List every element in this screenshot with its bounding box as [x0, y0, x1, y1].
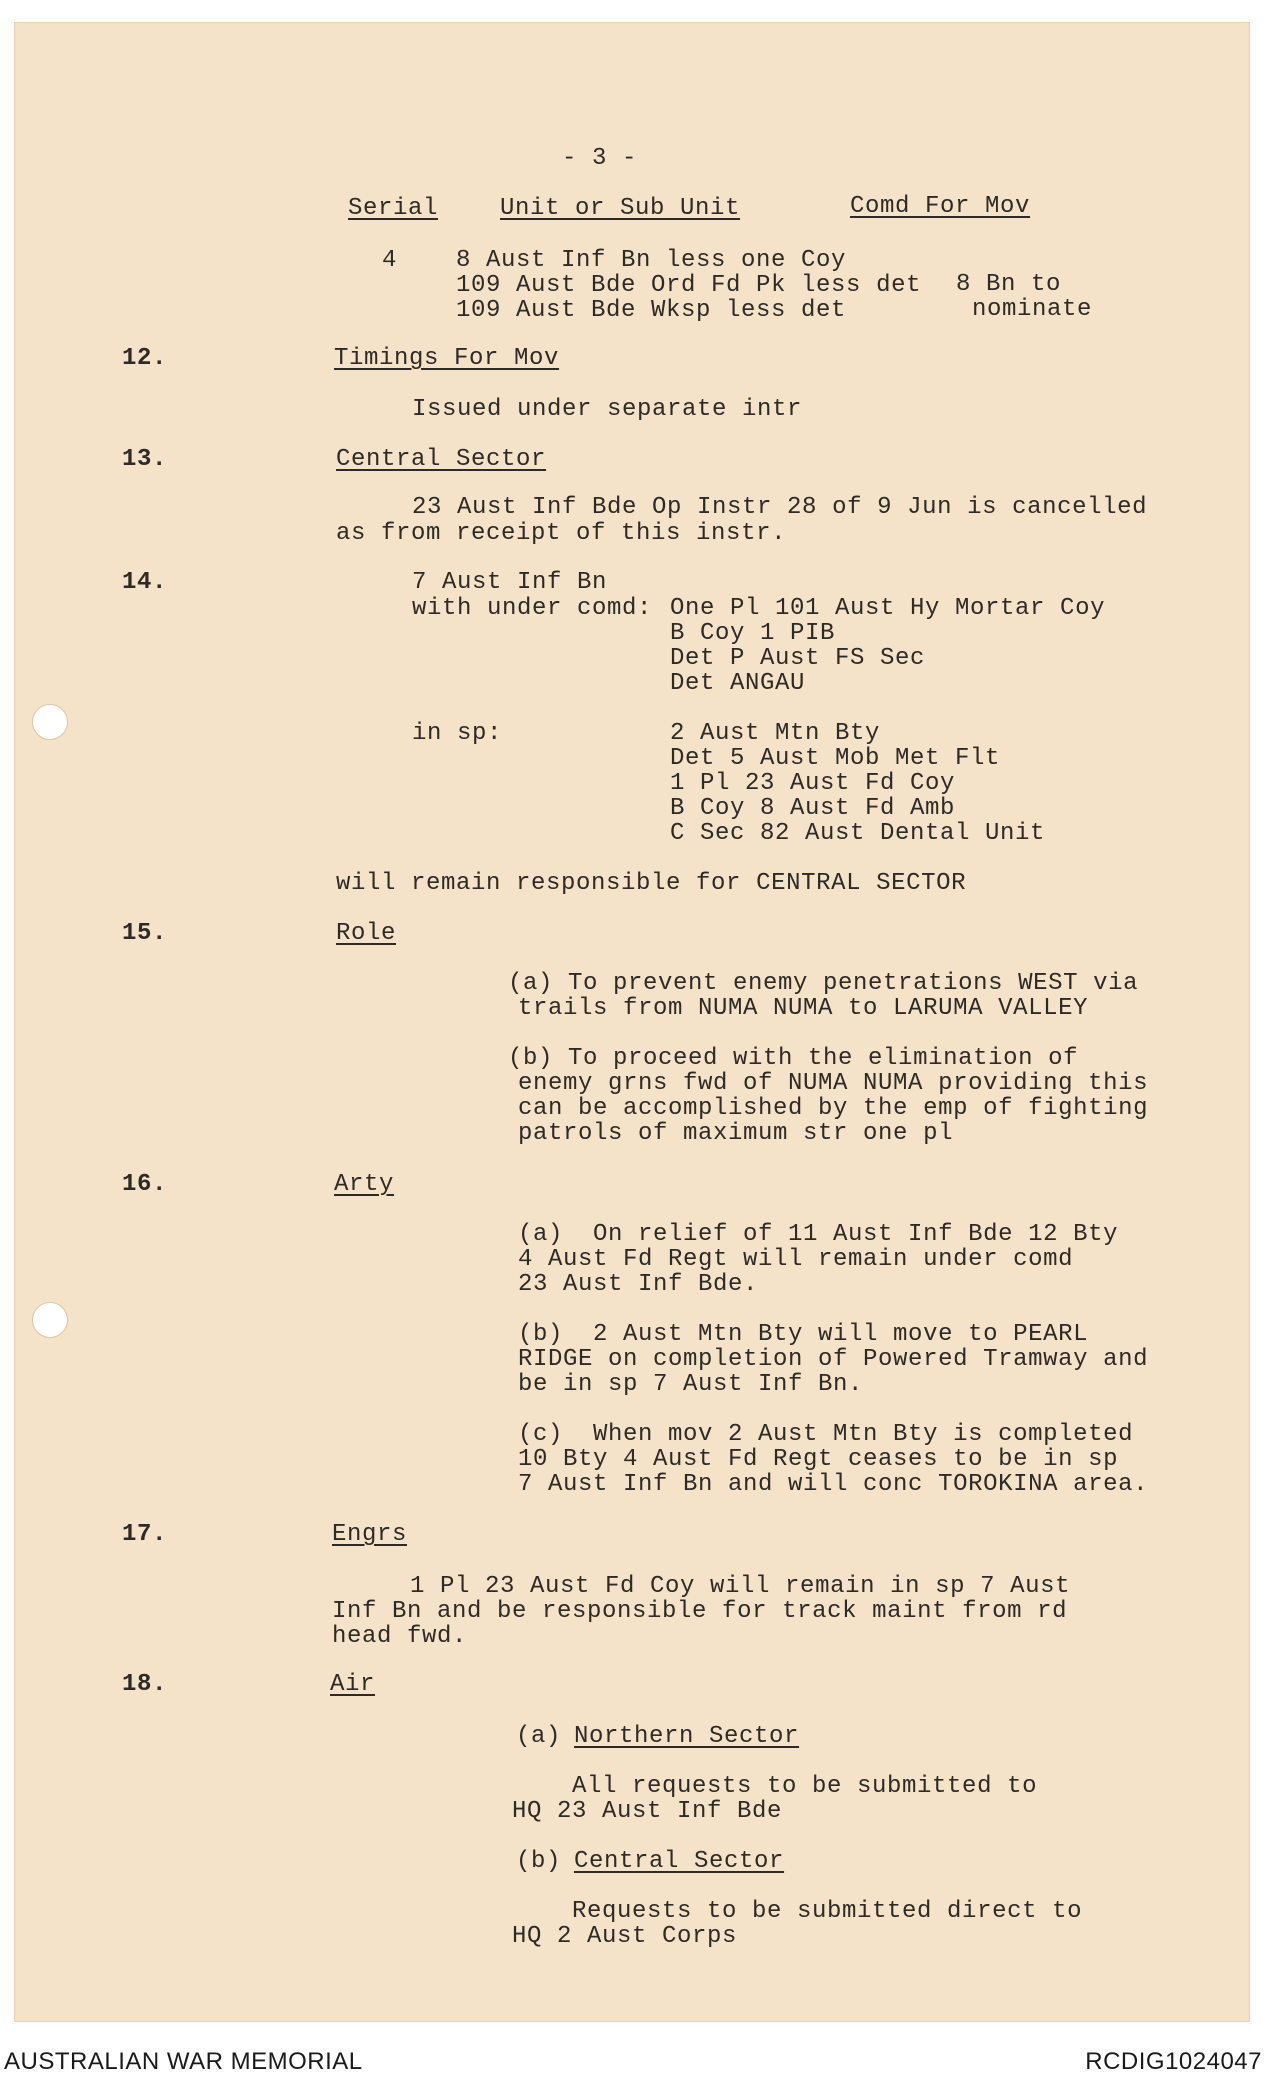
para-body: will remain responsible for CENTRAL SECTOR — [336, 870, 967, 897]
comd-column-header: Comd For Mov — [850, 193, 1031, 220]
para-number-16: 16. — [122, 1171, 168, 1198]
serial-unit-line: 109 Aust Bde Ord Fd Pk less det — [456, 272, 922, 299]
role-b: patrols of maximum str one pl — [518, 1120, 954, 1147]
serial-column-header: Serial — [348, 195, 439, 222]
para-number-18: 18. — [122, 1671, 168, 1698]
under-comd-item: B Coy 1 PIB — [670, 620, 836, 647]
in-sp-item: C Sec 82 Aust Dental Unit — [670, 820, 1046, 847]
punch-hole — [32, 1302, 68, 1338]
footer-source: AUSTRALIAN WAR MEMORIAL — [4, 2048, 363, 2075]
in-sp-item: 1 Pl 23 Aust Fd Coy — [670, 770, 956, 797]
role-b: enemy grns fwd of NUMA NUMA providing this — [518, 1070, 1149, 1097]
serial-unit-line: 109 Aust Bde Wksp less det — [456, 297, 847, 324]
in-sp-item: B Coy 8 Aust Fd Amb — [670, 795, 956, 822]
para-body: as from receipt of this instr. — [336, 520, 787, 547]
air-a-label: (a) — [516, 1723, 562, 1750]
heading-engrs: Engrs — [332, 1521, 408, 1548]
heading-arty: Arty — [334, 1171, 395, 1198]
para-number-15: 15. — [122, 920, 168, 947]
under-comd-item: One Pl 101 Aust Hy Mortar Coy — [670, 595, 1106, 622]
arty-a: 4 Aust Fd Regt will remain under comd — [518, 1246, 1074, 1273]
heading-air: Air — [330, 1671, 376, 1698]
air-b-body: HQ 2 Aust Corps — [512, 1923, 738, 1950]
arty-c: 7 Aust Inf Bn and will conc TOROKINA area. — [518, 1471, 1149, 1498]
arty-c: (c) When mov 2 Aust Mtn Bty is completed — [518, 1421, 1134, 1448]
air-b-body: Requests to be submitted direct to — [572, 1898, 1083, 1925]
heading-timings: Timings For Mov — [334, 345, 560, 372]
para-body: Issued under separate intr — [412, 396, 803, 423]
serial-comd-line: 8 Bn to — [956, 271, 1062, 298]
air-a-body: All requests to be submitted to — [572, 1773, 1038, 1800]
engrs-body: Inf Bn and be responsible for track maint from rd — [332, 1598, 1068, 1625]
serial-unit-line: 8 Aust Inf Bn less one Coy — [456, 247, 847, 274]
in-sp-label: in sp: — [412, 720, 503, 747]
role-b: can be accomplished by the emp of fighting — [518, 1095, 1149, 1122]
serial-number: 4 — [382, 247, 398, 274]
air-b-label: (b) — [516, 1848, 562, 1875]
heading-central-sector-air: Central Sector — [574, 1848, 785, 1875]
heading-central-sector: Central Sector — [336, 446, 547, 473]
para-number-17: 17. — [122, 1521, 168, 1548]
arty-b: (b) 2 Aust Mtn Bty will move to PEARL — [518, 1321, 1089, 1348]
under-comd-item: Det ANGAU — [670, 670, 806, 697]
under-comd-label: with under comd: — [412, 595, 653, 622]
footer-identifier: RCDIG1024047 — [1085, 2048, 1262, 2075]
role-a: (a) To prevent enemy penetrations WEST via — [508, 970, 1139, 997]
arty-a: (a) On relief of 11 Aust Inf Bde 12 Bty — [518, 1221, 1119, 1248]
heading-northern-sector: Northern Sector — [574, 1723, 800, 1750]
unit-column-header: Unit or Sub Unit — [500, 195, 741, 222]
para-number-12: 12. — [122, 345, 168, 372]
arty-a: 23 Aust Inf Bde. — [518, 1271, 759, 1298]
unit-name: 7 Aust Inf Bn — [412, 569, 608, 596]
arty-c: 10 Bty 4 Aust Fd Regt ceases to be in sp — [518, 1446, 1119, 1473]
arty-b: RIDGE on completion of Powered Tramway and — [518, 1346, 1149, 1373]
role-a: trails from NUMA NUMA to LARUMA VALLEY — [518, 995, 1089, 1022]
under-comd-item: Det P Aust FS Sec — [670, 645, 926, 672]
in-sp-item: 2 Aust Mtn Bty — [670, 720, 881, 747]
engrs-body: head fwd. — [332, 1623, 468, 1650]
para-body: 23 Aust Inf Bde Op Instr 28 of 9 Jun is cancelled — [412, 494, 1148, 521]
para-number-14: 14. — [122, 569, 168, 596]
engrs-body: 1 Pl 23 Aust Fd Coy will remain in sp 7 Aust — [410, 1573, 1071, 1600]
arty-b: be in sp 7 Aust Inf Bn. — [518, 1371, 864, 1398]
air-a-body: HQ 23 Aust Inf Bde — [512, 1798, 783, 1825]
para-number-13: 13. — [122, 446, 168, 473]
serial-comd-line: nominate — [972, 296, 1093, 323]
heading-role: Role — [336, 920, 397, 947]
punch-hole — [32, 704, 68, 740]
in-sp-item: Det 5 Aust Mob Met Flt — [670, 745, 1001, 772]
page-number: - 3 - — [562, 145, 638, 172]
role-b: (b) To proceed with the elimination of — [508, 1045, 1079, 1072]
